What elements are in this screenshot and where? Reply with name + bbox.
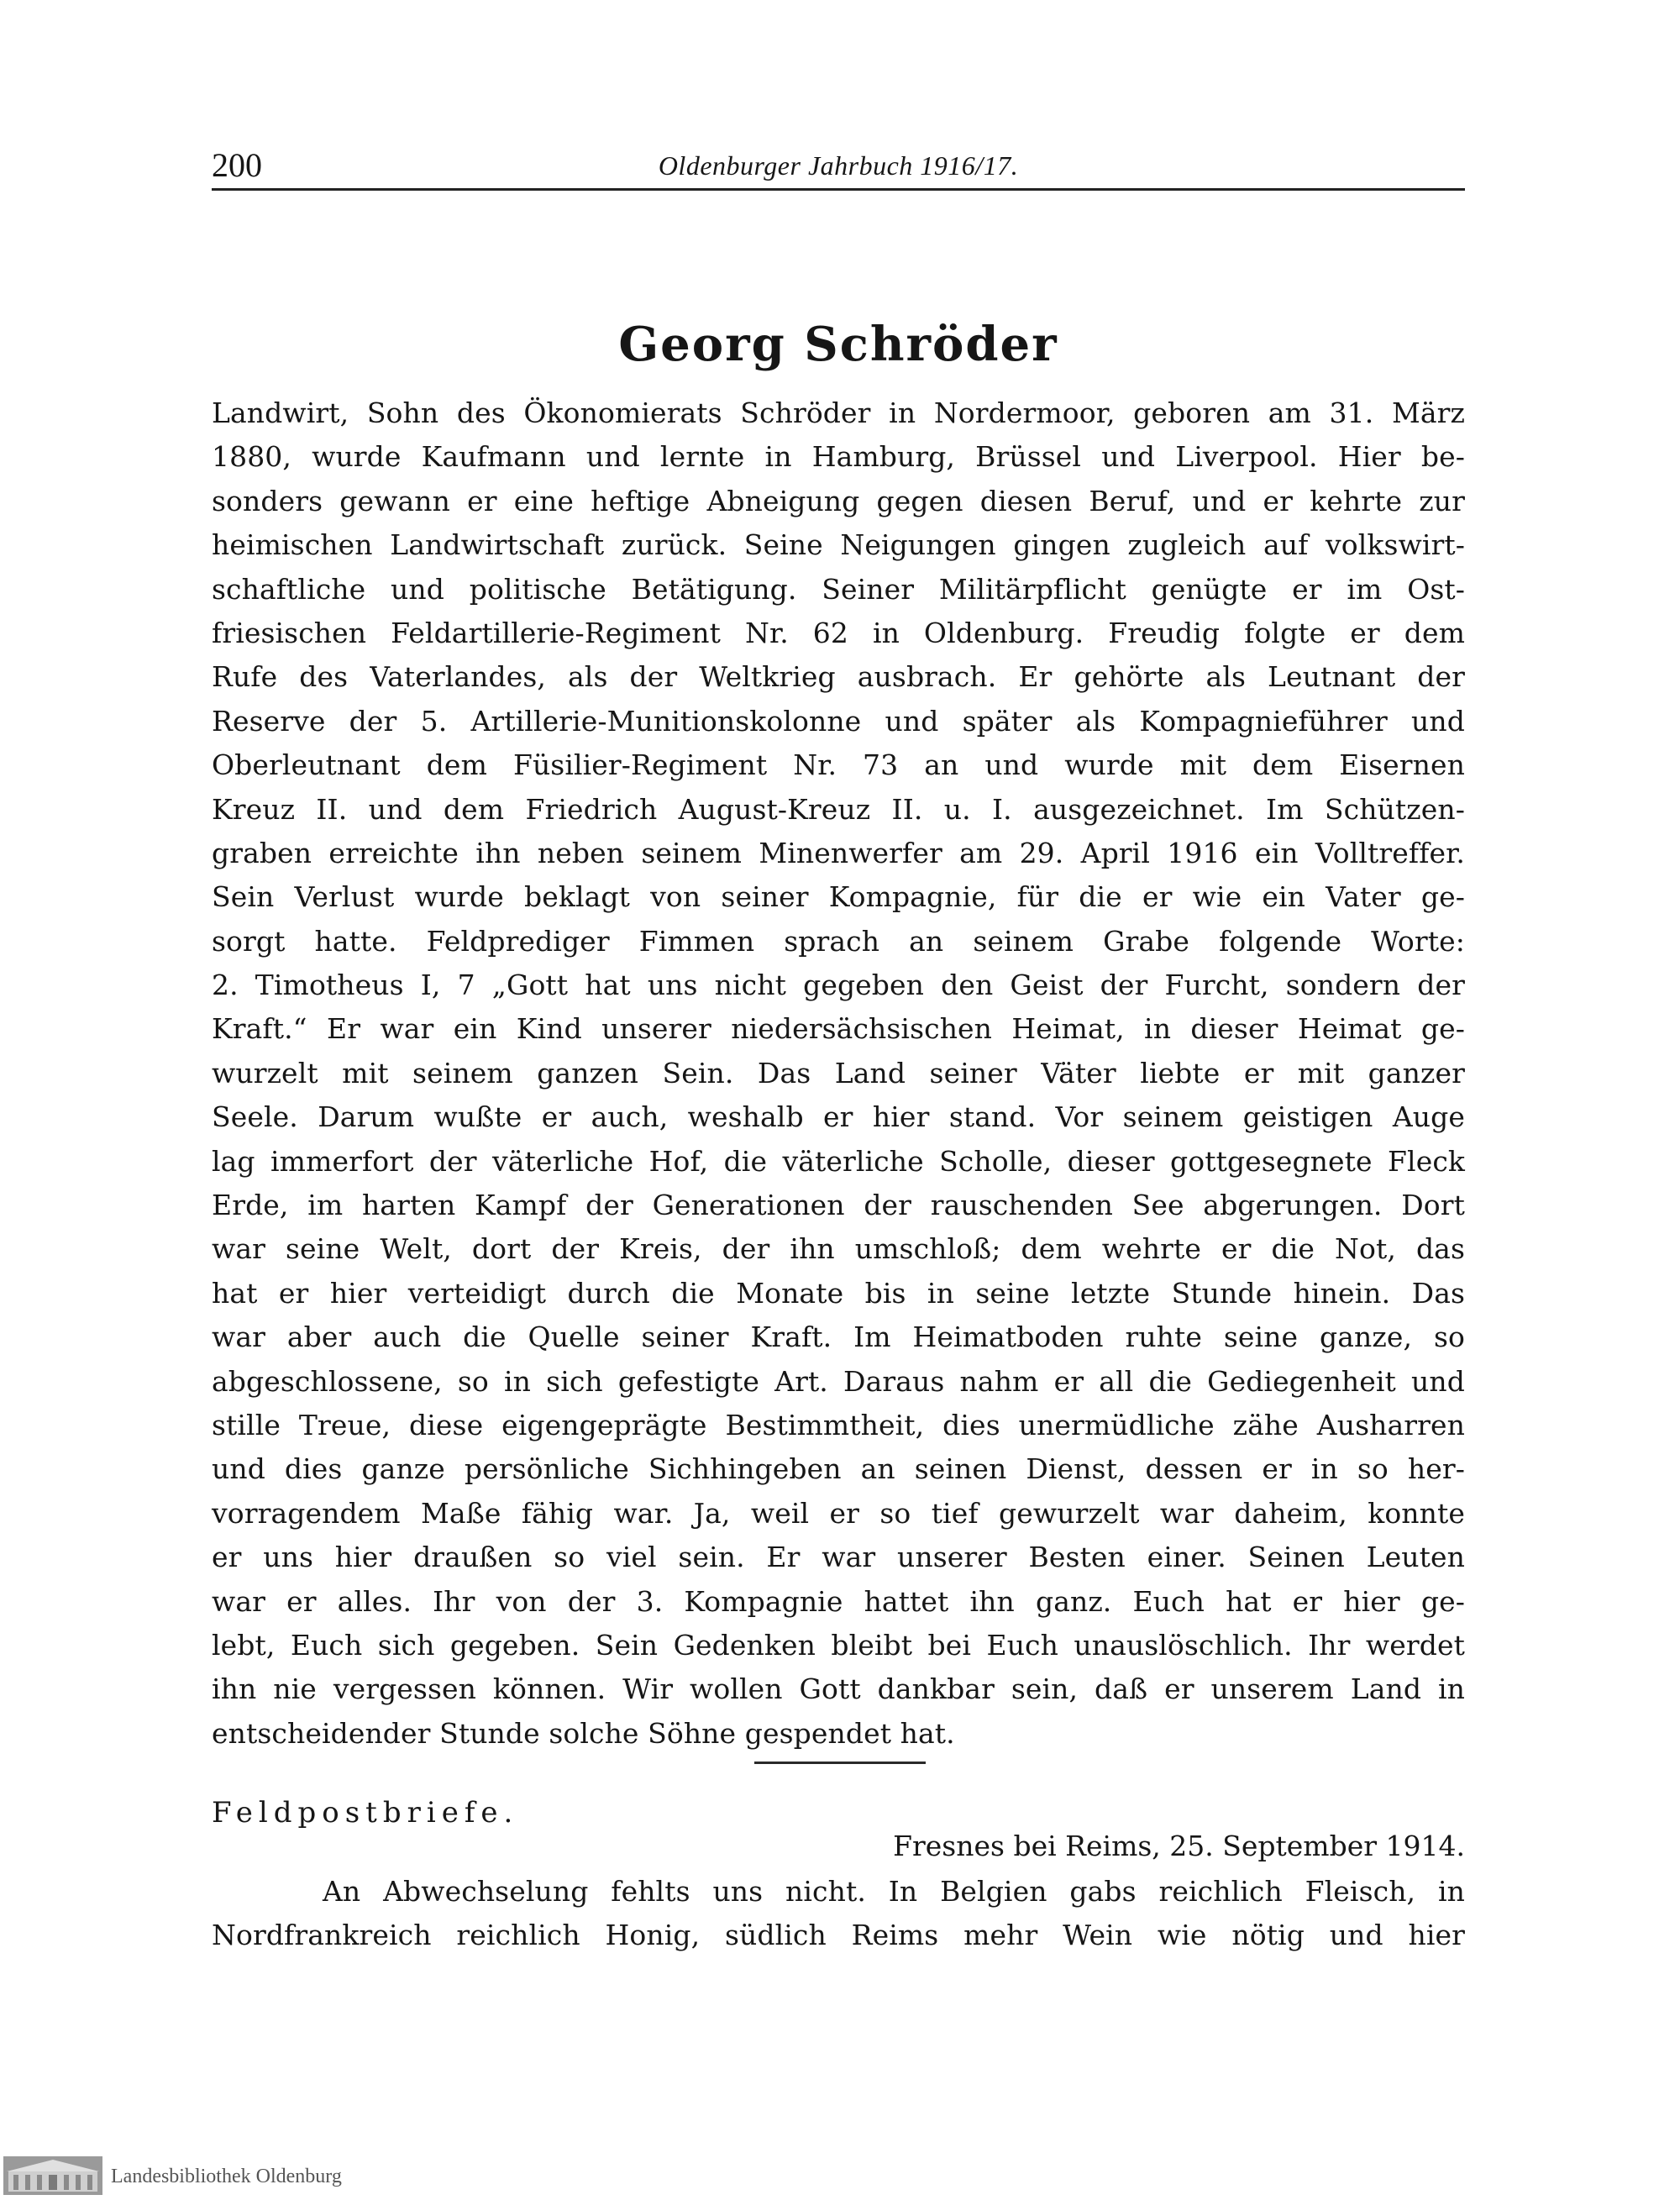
running-title: Oldenburger Jahrbuch 1916/17. [658,150,1019,181]
article-line: Oberleutnant dem Füsilier-Regiment Nr. 73 an und wurde mit dem Eisernen [212,748,1465,782]
letter-line: An Abwechselung fehlts uns nicht. In Belgien gabs reichlich Fleisch, in [323,1875,1465,1908]
article-line: lag immerfort der väterliche Hof, die väterliche Scholle, dieser gottgesegnete Fleck [212,1144,1465,1178]
article-line: und dies ganze persönliche Sichhingeben an seinen Dienst, dessen er in so her- [212,1452,1465,1486]
section-separator [754,1762,926,1764]
article-line: ihn nie vergessen können. Wir wollen Gott dankbar sein, daß er unserem Land in [212,1672,1465,1706]
article-line: lebt, Euch sich gegeben. Sein Gedenken bleibt bei Euch unauslöschlich. Ihr werdet [212,1628,1465,1662]
article-line: sonders gewann er eine heftige Abneigung gegen diesen Beruf, und er kehrte zur [212,484,1465,517]
article-line: entscheidender Stunde solche Söhne gespendet hat. [212,1716,955,1750]
letter-date-line: Fresnes bei Reims, 25. September 1914. [893,1830,1465,1862]
page-header [212,143,1465,188]
article-line: Reserve der 5. Artillerie-Munitionskolonne und später als Kompagnieführer und [212,704,1465,738]
article-line: hat er hier verteidigt durch die Monate bis in seine letzte Stunde hinein. Das [212,1276,1465,1310]
section-title: Feldpostbriefe. [212,1796,519,1830]
article-line: war er alles. Ihr von der 3. Kompagnie hattet ihn ganz. Euch hat er hier ge- [212,1584,1465,1618]
article-body [212,391,1465,1756]
library-building-icon [3,2156,102,2195]
article-line: 1880, wurde Kaufmann und lernte in Hamburg, Brüssel und Liverpool. Hier be- [212,440,1465,474]
article-line: Kreuz II. und dem Friedrich August-Kreuz II. u. I. ausgezeichnet. Im Schützen- [212,792,1465,826]
article-line: Erde, im harten Kampf der Generationen der rauschenden See abgerungen. Dort [212,1189,1465,1222]
header-rule [212,188,1465,191]
article-line: graben erreichte ihn neben seinem Minenwerfer am 29. April 1916 ein Volltreffer. [212,836,1465,869]
article-line: er uns hier draußen so viel sein. Er war unserer Besten einer. Seinen Leuten [212,1541,1465,1574]
article-line: sorgt hatte. Feldprediger Fimmen sprach an seinem Grabe folgende Worte: [212,924,1465,958]
article-line: heimischen Landwirtschaft zurück. Seine Neigungen gingen zugleich auf volkswirt- [212,528,1465,562]
article-line: war aber auch die Quelle seiner Kraft. Im Heimatboden ruhte seine ganze, so [212,1321,1465,1354]
article-line: stille Treue, diese eigengeprägte Bestimmtheit, dies unermüdliche zähe Ausharren [212,1408,1465,1441]
article-line: 2. Timotheus I, 7 „Gott hat uns nicht gegeben den Geist der Furcht, sondern der [212,969,1465,1002]
article-line: vorragendem Maße fähig war. Ja, weil er so tief gewurzelt war daheim, konnte [212,1496,1465,1530]
page-number: 200 [212,146,262,184]
article-line: Rufe des Vaterlandes, als der Weltkrieg ausbrach. Er gehörte als Leutnant der [212,660,1465,694]
article-line: Seele. Darum wußte er auch, weshalb er hier stand. Vor seinem geistigen Auge [212,1100,1465,1134]
article-line: wurzelt mit seinem ganzen Sein. Das Land seiner Väter liebte er mit ganzer [212,1056,1465,1089]
article-title: Georg Schröder [618,317,1058,372]
article-line: abgeschlossene, so in sich gefestigte Art. Daraus nahm er all die Gediegenheit und [212,1364,1465,1398]
article-line: Sein Verlust wurde beklagt von seiner Kompagnie, für die er wie ein Vater ge- [212,880,1465,914]
article-line: Kraft.“ Er war ein Kind unserer niedersächsischen Heimat, in dieser Heimat ge- [212,1012,1465,1046]
page-footer [0,2151,1680,2200]
article-line: Landwirt, Sohn des Ökonomierats Schröder in Nordermoor, geboren am 31. März [212,396,1465,429]
letter-line: Nordfrankreich reichlich Honig, südlich Reims mehr Wein wie nötig und hier [212,1919,1465,1952]
library-name: Landesbibliothek Oldenburg [111,2166,342,2187]
article-line: schaftliche und politische Betätigung. Seiner Militärpflicht genügte er im Ost- [212,572,1465,606]
article-line: war seine Welt, dort der Kreis, der ihn umschloß; dem wehrte er die Not, das [212,1232,1465,1266]
article-line: friesischen Feldartillerie-Regiment Nr. 62 in Oldenburg. Freudig folgte er dem [212,616,1465,649]
letter-body [212,1870,1465,1958]
